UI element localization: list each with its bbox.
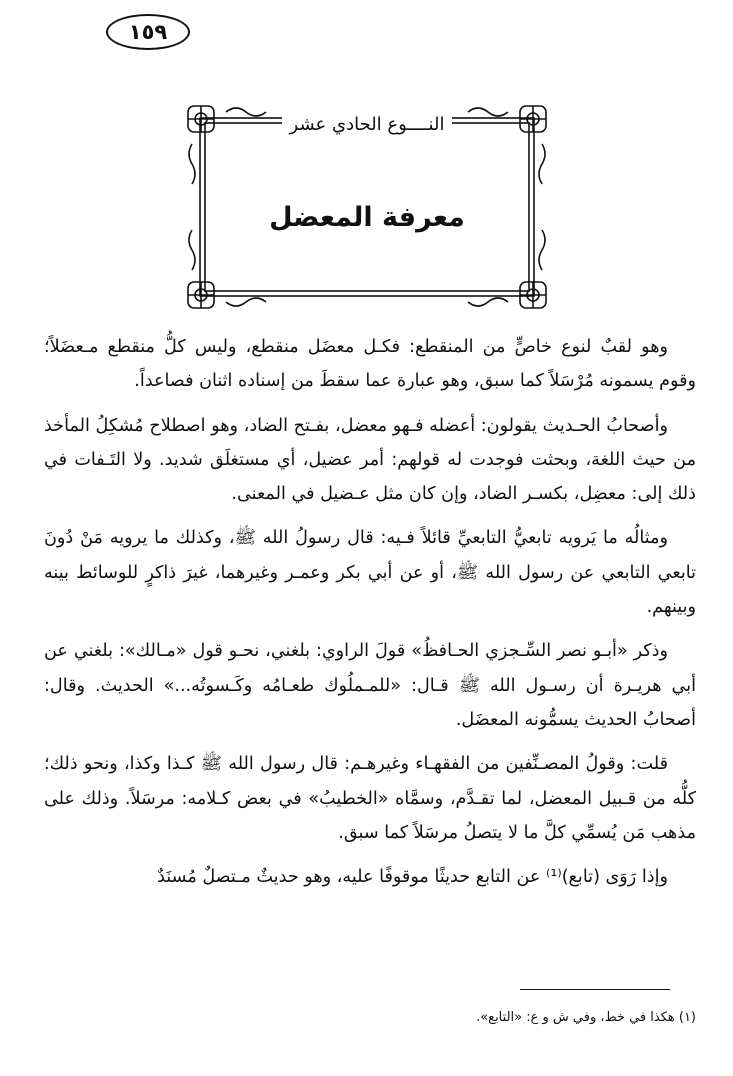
paragraph: وهو لقبٌ لنوع خاصٍّ من المنقطع: فكـل معضَل منقطع، وليس كلُّ منقطع مـعضَلاً؛ وقوم يسمونه مُرْسَلاً كما سبق، وهو عبارة عما سقطَ من إسناده اثنان فصاعداً.: [44, 337, 696, 392]
paragraph: وذكر «أبـو نصر السِّـجزي الحـافظُ» قولَ الراوي: بلغني، نحـو قول «مـالك»: بلغني عن أبي هريـرة أن رسـول الله ﷺ قـال: «للمـملُوك طعـامُه وكَـسوتُه...» الحديث. وقال: أصحابُ الحديث يسمُّونه المعضَل.: [44, 641, 696, 730]
paragraph: وأصحابُ الحـديث يقولون: أعضله فـهو معضل، بفـتح الضاد، وهو اصطلاح مُشكِلُ المأخذ من حيث اللغة، وبحثت فوجدت له قولهم: أمر عضيل، أي مستغلَق شديد. ولا التَـفات في ذلك إلى: معضِل، بكسـر الضاد، وإن كان مثل عـضيل في المعنى.: [44, 415, 696, 505]
footnote-separator: [520, 989, 670, 990]
chapter-frame: [186, 104, 548, 310]
footnote: (١) هكذا في خط، وفي ش و ع: «التابع».: [476, 1010, 696, 1025]
section-label-text: النــــوع الحادي عشر: [282, 114, 453, 135]
page-number-oval: [106, 14, 190, 50]
section-label: [186, 114, 548, 135]
body-text: [44, 330, 696, 904]
paragraph: وإذا رَوَى (تابع)⁽¹⁾ عن التابع حديثًا موقوفًا عليه، وهو حديثٌ مـتصلٌ مُسنَدٌ: [157, 867, 668, 888]
page-number: ١٥٩: [128, 20, 168, 44]
chapter-title: معرفة المعضل: [269, 202, 465, 233]
paragraph: قلت: وقولُ المصـنِّفين من الفقهـاء وغيرهـم: قال رسول الله ﷺ كـذا وكذا، ونحو ذلك؛ كلُّه من قـبيل المعضل، لما تقـدَّم، وسمَّاه «الخطيبُ» في بعض كـلامه: مرسَلاً. وذلك على مذهب مَن يُسمِّي كلَّ ما لا يتصلُ مرسَلاً كما سبق.: [44, 754, 696, 843]
paragraph: ومثالُه ما يَرويه تابعيُّ التابعيِّ قائلاً فـيه: قال رسولُ الله ﷺ، وكذلك ما يرويه مَنْ دُونَ تابعي التابعي عن رسول الله ﷺ، أو عن أبي بكر وعمـر وغيرهما، غيرَ ذاكرٍ للوسائط بينه وبينهم.: [44, 528, 696, 618]
